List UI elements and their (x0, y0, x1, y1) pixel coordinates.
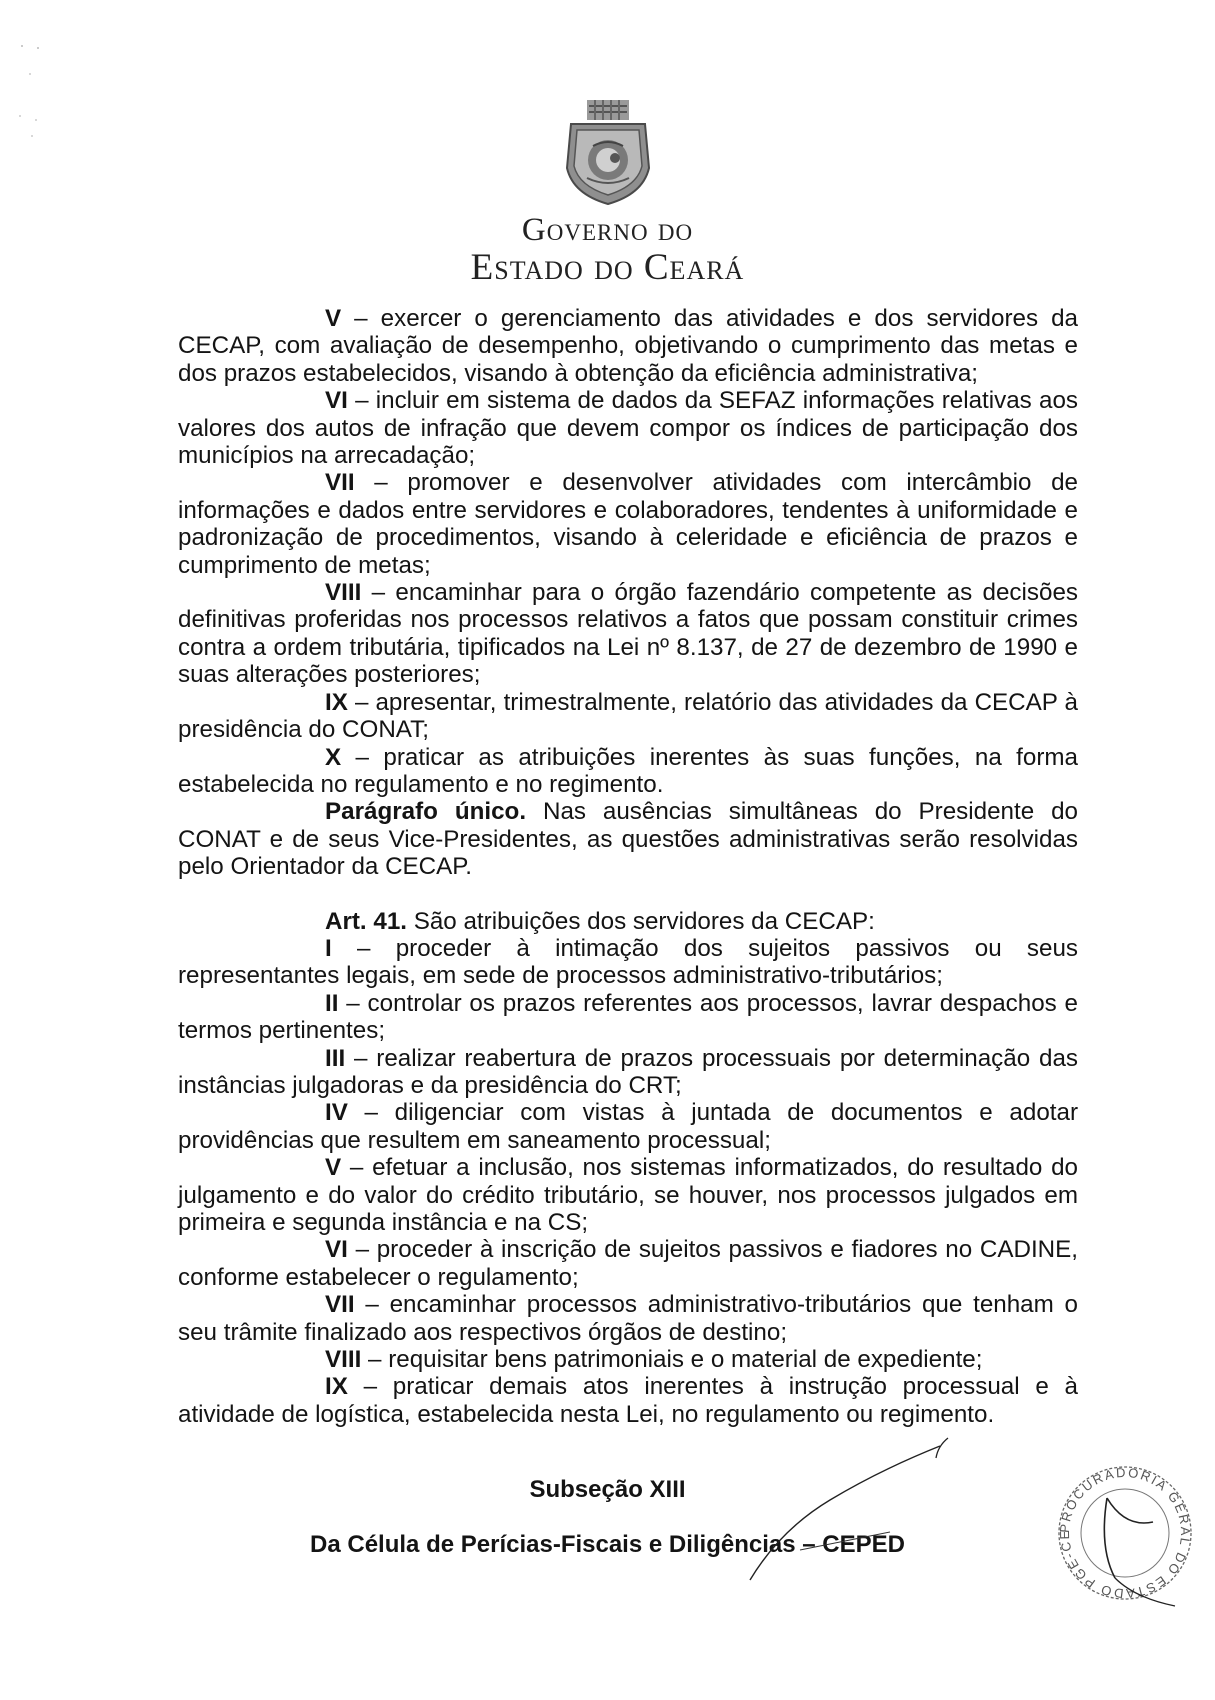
paragraph-label: IX (325, 1373, 348, 1401)
svg-text:PROCURADORIA GERAL DO ESTADO P: PROCURADORIA GERAL DO ESTADO PGE-CE (1056, 1464, 1194, 1602)
paragraph-label: VIII (325, 579, 362, 607)
paragraph (178, 1099, 1078, 1154)
paragraph-text: – realizar reabertura de prazos processuais por determinação das instâncias julgadoras e da presidência do CRT; (178, 1044, 1078, 1099)
paragraph (178, 579, 1078, 689)
paragraph-text: – exercer o gerenciamento das atividades e dos servidores da CECAP, com avaliação de desempenho, objetivando o cumprimento das metas e dos prazos estabelecidos, visando à obtenção da eficiência administrativa; (178, 305, 1078, 387)
paragraph-text: – praticar demais atos inerentes à instrução processual e à atividade de logística, estabelecida nesta Lei, no regulamento ou regimento. (178, 1373, 1078, 1428)
paragraph-text: São atribuições dos servidores da CECAP: (407, 907, 875, 935)
paragraph (178, 1045, 1078, 1100)
ceara-coat-of-arms-icon (553, 98, 663, 208)
paragraph-text: – proceder à intimação dos sujeitos passivos ou seus representantes legais, em sede de processos administrativo-tributários; (178, 934, 1078, 990)
paragraph (178, 798, 1078, 880)
paragraph (178, 935, 1078, 990)
subsection-title: Subseção XIII (529, 1476, 686, 1503)
paragraph (178, 1373, 1078, 1428)
paragraph-label: Art. 41. (325, 907, 407, 935)
paragraph-text: – encaminhar para o órgão fazendário competente as decisões definitivas proferidas nos processos relativos a fatos que possam constituir crimes contra a ordem tributária, tipificados na Lei nº 8.137, de 27 de dezembro de 1990 e suas alterações posteriores; (178, 579, 1078, 689)
paragraph-label: V (325, 305, 342, 332)
paragraph-text: – controlar os prazos referentes aos processos, lavrar despachos e termos pertinentes; (178, 989, 1078, 1045)
paragraph-label: VI (325, 387, 348, 415)
paragraph-label: IV (325, 1099, 348, 1127)
paragraph-text: Nas ausências simultâneas do Presidente do CONAT e de seus Vice-Presidentes, as questões administrativas serão resolvidas pelo Orientador da CECAP. (178, 798, 1078, 881)
paragraph-label: IX (325, 688, 348, 716)
paragraph-label: VI (325, 1236, 348, 1264)
pge-stamp-seal (1055, 1458, 1195, 1608)
paragraph-text: – encaminhar processos administrativo-tributários que tenham o seu trâmite finalizado aos respectivos órgãos de destino; (178, 1291, 1078, 1346)
letterhead-line-2: Estado do Ceará (470, 247, 745, 288)
paragraph-label: Parágrafo único. (325, 798, 527, 826)
paragraph (178, 305, 1078, 387)
paragraph (178, 387, 1078, 469)
paragraph-label: X (325, 743, 342, 771)
letterhead-line-1: Governo do (521, 212, 694, 248)
paragraph-label: II (325, 989, 339, 1017)
paragraph-text: – incluir em sistema de dados da SEFAZ informações relativas aos valores dos autos de infração que devem compor os índices de participação dos municípios na arrecadação; (178, 387, 1078, 470)
paragraph-label: VII (325, 1291, 355, 1319)
paragraph (178, 1236, 1078, 1291)
handwritten-signature (740, 1440, 960, 1590)
paragraph-label: VII (325, 469, 355, 497)
paragraph (178, 1291, 1078, 1346)
paragraph-text: – diligenciar com vistas à juntada de documentos e adotar providências que resultem em saneamento processual; (178, 1099, 1078, 1154)
paragraph-text: – proceder à inscrição de sujeitos passivos e fiadores no CADINE, conforme estabelecer o regulamento; (178, 1236, 1078, 1291)
paragraph (178, 990, 1078, 1045)
handwritten-tick-mark (930, 1432, 960, 1462)
paragraph (178, 1346, 1078, 1373)
paragraph (178, 908, 1078, 935)
paragraph (178, 1154, 1078, 1236)
letterhead (0, 98, 1215, 288)
paragraph-text: – requisitar bens patrimoniais e o material de expediente; (361, 1346, 983, 1374)
paragraph-text: – efetuar a inclusão, nos sistemas informatizados, do resultado do julgamento e do valor do crédito tributário, se houver, nos processos julgados em primeira e segunda instância e na CS; (178, 1154, 1078, 1236)
document-body (178, 305, 1078, 1428)
paragraph (178, 469, 1078, 579)
paragraph-label: V (325, 1154, 342, 1182)
paragraph-label: III (325, 1044, 346, 1072)
paragraph-text: – apresentar, trimestralmente, relatório das atividades da CECAP à presidência do CONAT; (178, 688, 1078, 744)
paragraph-text: – promover e desenvolver atividades com intercâmbio de informações e dados entre servidores e colaboradores, tendentes à uniformidade e padronização de procedimentos, visando à celeridade e eficiência de prazos e cumprimento de metas; (178, 469, 1078, 579)
paragraph-label: I (325, 934, 332, 962)
paragraph-label: VIII (325, 1346, 362, 1374)
paragraph (178, 689, 1078, 744)
paragraph-text: – praticar as atribuições inerentes às suas funções, na forma estabelecida no regulamento e no regimento. (178, 743, 1078, 798)
paragraph (178, 744, 1078, 799)
subsection-name: Da Célula de Perícias-Fiscais e Diligências – CEPED (310, 1531, 905, 1558)
